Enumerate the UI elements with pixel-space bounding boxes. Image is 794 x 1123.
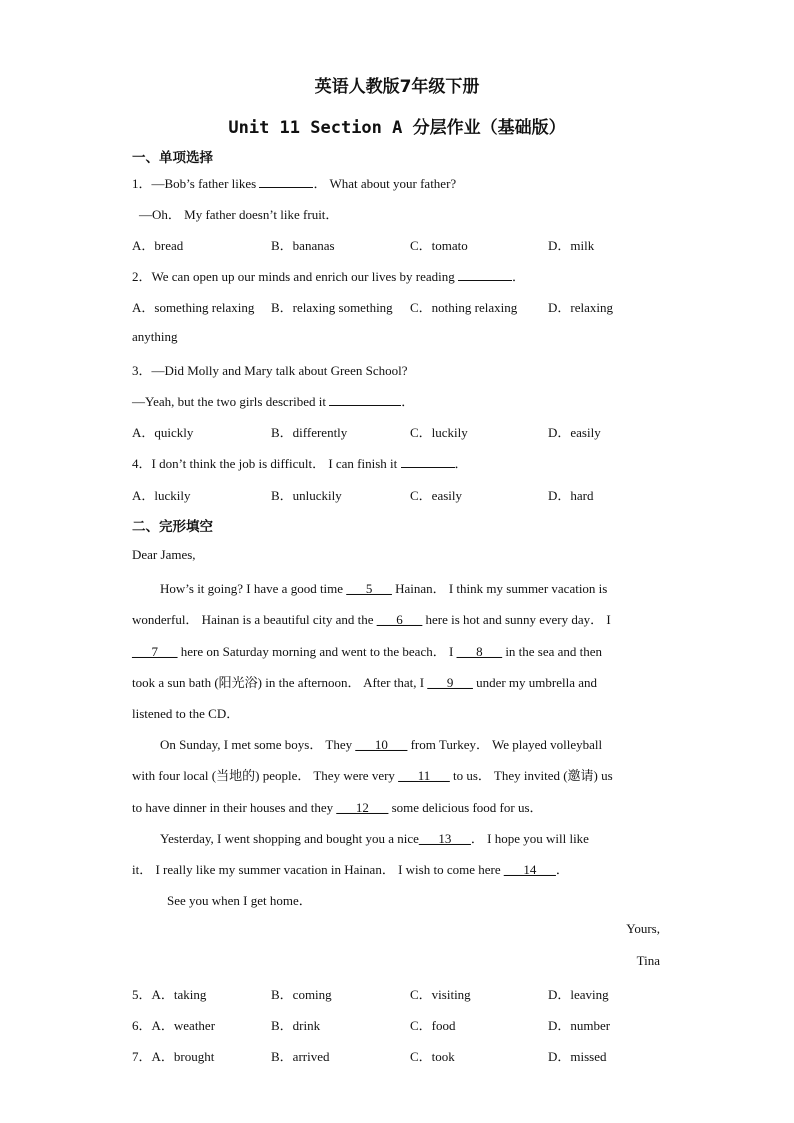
question-3-stem: 3．—Did Molly and Mary talk about Green School? [132, 363, 408, 378]
question-4-option-b[interactable]: B．unluckily [271, 488, 342, 503]
letter-text: some delicious food for us． [391, 800, 543, 815]
cloze-blank-6[interactable]: ___6___ [376, 612, 423, 627]
question-4-option-c[interactable]: C．easily [410, 488, 462, 503]
question-3-reply [132, 391, 414, 410]
letter-text: Hainan． I think my summer vacation is [395, 581, 608, 596]
letter-line [160, 734, 602, 753]
letter-text: to have dinner in their houses and they [132, 800, 334, 815]
question-7-option-c[interactable]: C．took [410, 1049, 455, 1064]
question-2-option-b[interactable]: B．relaxing something [271, 300, 393, 315]
question-5-option-a[interactable]: 5．A．taking [132, 987, 207, 1002]
question-2-stem-start: 2．We can open up our minds and enrich our lives by reading [132, 269, 455, 284]
question-1-stem-end: ． What about your father? [313, 176, 457, 191]
letter-line [132, 797, 543, 816]
question-7-option-a[interactable]: 7．A．brought [132, 1049, 215, 1064]
question-3-reply-start: —Yeah, but the two girls described it [132, 394, 327, 409]
letter-text: took a sun bath (阳光浴) in the afternoon． After that, I [132, 675, 425, 690]
question-2-option-d-wrap: anything [132, 329, 178, 344]
letter-line [132, 672, 597, 691]
question-7-option-b[interactable]: B．arrived [271, 1049, 330, 1064]
letter-text: here is hot and sunny every day． I [425, 612, 611, 627]
question-4-stem-start: 4．I don’t think the job is difficult． I can finish it [132, 456, 398, 471]
answer-blank[interactable] [458, 268, 512, 281]
cloze-blank-7[interactable]: ___7___ [132, 644, 178, 659]
question-2-stem-end: ． [512, 269, 526, 284]
question-1-stem [132, 173, 456, 192]
cloze-blank-13[interactable]: ___13___ [418, 831, 471, 846]
question-1-stem-start: 1．—Bob’s father likes [132, 176, 257, 191]
cloze-blank-11[interactable]: ___11___ [398, 768, 450, 783]
question-3-reply-end: ． [401, 394, 415, 409]
letter-greeting: Dear James, [132, 547, 196, 562]
question-2-stem [132, 266, 525, 285]
letter-text: ． [555, 862, 569, 877]
letter-text: wonderful． Hainan is a beautiful city and the [132, 612, 374, 627]
cloze-blank-5[interactable]: ___5___ [346, 581, 392, 596]
answer-blank[interactable] [259, 175, 313, 188]
question-4-stem [132, 453, 468, 472]
page-title: 英语人教版7年级下册 [314, 77, 480, 97]
letter-text: On Sunday, I met some boys． They [160, 737, 353, 752]
question-3-option-a[interactable]: A．quickly [132, 425, 194, 440]
letter-line: listened to the CD． [132, 706, 240, 721]
cloze-blank-14[interactable]: ___14___ [503, 862, 556, 877]
question-1-option-d[interactable]: D．milk [548, 238, 595, 253]
question-4-option-d[interactable]: D．hard [548, 488, 594, 503]
letter-text: here on Saturday morning and went to the beach． I [180, 644, 454, 659]
question-6-option-b[interactable]: B．drink [271, 1018, 321, 1033]
letter-line [160, 828, 589, 847]
letter-text: ． I hope you will like [470, 831, 589, 846]
letter-line [160, 578, 607, 597]
question-1-option-b[interactable]: B．bananas [271, 238, 335, 253]
question-5-option-b[interactable]: B．coming [271, 987, 332, 1002]
letter-line [132, 859, 569, 878]
question-4-stem-end: ． [454, 456, 468, 471]
question-6-option-c[interactable]: C．food [410, 1018, 456, 1033]
letter-signature: Tina [636, 953, 660, 968]
question-5-option-c[interactable]: C．visiting [410, 987, 471, 1002]
section-heading-cloze: 二、完形填空 [132, 519, 213, 535]
answer-blank[interactable] [401, 455, 455, 468]
letter-line [132, 765, 613, 784]
question-2-option-c[interactable]: C．nothing relaxing [410, 300, 518, 315]
cloze-blank-9[interactable]: ___9___ [427, 675, 473, 690]
letter-text: in the sea and then [505, 644, 603, 659]
letter-text: to us． They invited (邀请) us [452, 768, 613, 783]
question-5-option-d[interactable]: D．leaving [548, 987, 609, 1002]
question-3-option-c[interactable]: C．luckily [410, 425, 468, 440]
letter-text: How’s it going? I have a good time [160, 581, 344, 596]
letter-text: under my umbrella and [476, 675, 598, 690]
answer-blank[interactable] [329, 393, 401, 406]
letter-closing: Yours, [626, 921, 660, 936]
letter-text: with four local (当地的) people． They were very [132, 768, 395, 783]
question-4-option-a[interactable]: A．luckily [132, 488, 191, 503]
cloze-blank-10[interactable]: ___10___ [355, 737, 408, 752]
letter-text: Yesterday, I went shopping and bought you a nice [160, 831, 419, 846]
question-6-option-d[interactable]: D．number [548, 1018, 611, 1033]
letter-text: it． I really like my summer vacation in Hainan． I wish to come here [132, 862, 501, 877]
letter-line [132, 609, 611, 628]
section-heading-single-choice: 一、单项选择 [132, 150, 213, 166]
letter-line [132, 641, 602, 660]
question-1-option-c[interactable]: C．tomato [410, 238, 468, 253]
question-1-reply: —Oh． My father doesn’t like fruit． [139, 207, 339, 222]
question-6-option-a[interactable]: 6．A．weather [132, 1018, 216, 1033]
question-7-option-d[interactable]: D．missed [548, 1049, 607, 1064]
letter-text: from Turkey． We played volleyball [410, 737, 603, 752]
cloze-blank-12[interactable]: ___12___ [336, 800, 389, 815]
question-2-option-d[interactable]: D．relaxing [548, 300, 613, 315]
page-subtitle: Unit 11 Section A 分层作业（基础版） [228, 118, 566, 138]
question-3-option-d[interactable]: D．easily [548, 425, 601, 440]
letter-see-you: See you when I get home． [167, 893, 312, 908]
question-1-option-a[interactable]: A．bread [132, 238, 184, 253]
cloze-blank-8[interactable]: ___8___ [456, 644, 503, 659]
question-2-option-a[interactable]: A．something relaxing [132, 300, 255, 315]
question-3-option-b[interactable]: B．differently [271, 425, 348, 440]
